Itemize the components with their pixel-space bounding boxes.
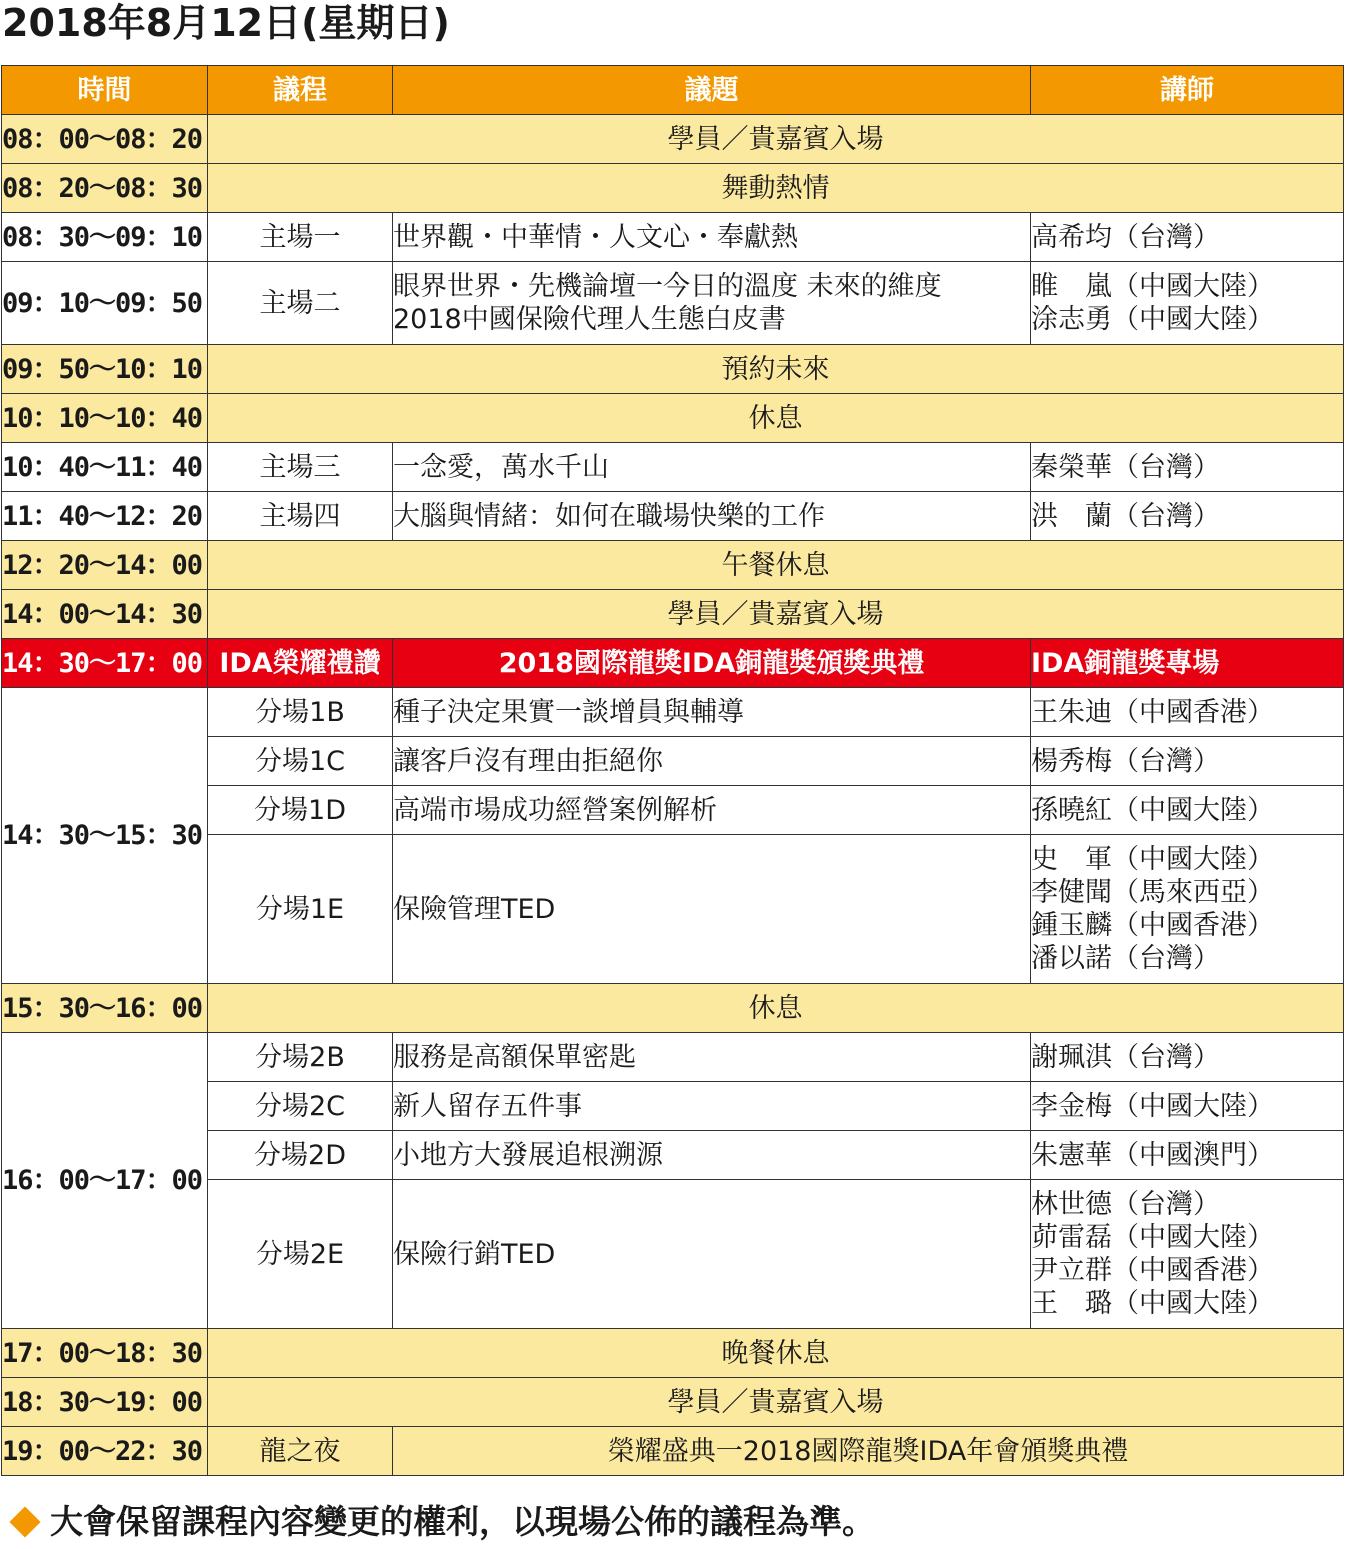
time-cell: 10：10～10：40 (2, 394, 208, 443)
speaker-cell: 王朱迪（中國香港） (1031, 688, 1344, 737)
table-row (2, 541, 1344, 590)
speaker-cell (1031, 835, 1344, 984)
session-cell: 主場二 (208, 262, 393, 345)
topic-cell: 保險管理TED (393, 835, 1031, 984)
speaker-cell (1031, 262, 1344, 345)
time-cell: 12：20～14：00 (2, 541, 208, 590)
speaker-cell: 朱憲華（中國澳門） (1031, 1131, 1344, 1180)
footnote (8, 1500, 875, 1544)
topic-cell: 保險行銷TED (393, 1180, 1031, 1329)
session-cell: 主場一 (208, 213, 393, 262)
speaker-line: 睢 嵐（中國大陸） (1031, 271, 1274, 302)
topic-cell: 世界觀・中華情・人文心・奉獻熱 (393, 213, 1031, 262)
time-cell: 09：10～09：50 (2, 262, 208, 345)
session-cell: 分場2B (208, 1033, 393, 1082)
topic-cell: 新人留存五件事 (393, 1082, 1031, 1131)
speaker-cell: 李金梅（中國大陸） (1031, 1082, 1344, 1131)
session-cell: 分場2D (208, 1131, 393, 1180)
header-time: 時間 (2, 66, 208, 115)
table-row (2, 590, 1344, 639)
table-row (2, 1378, 1344, 1427)
time-cell: 11：40～12：20 (2, 492, 208, 541)
header-speaker: 講師 (1031, 66, 1344, 115)
speaker-cell: IDA銅龍獎專場 (1031, 639, 1344, 688)
table-row (2, 984, 1344, 1033)
event-cell: 午餐休息 (208, 541, 1344, 590)
speaker-line: 林世德（台灣） (1031, 1189, 1220, 1220)
topic-cell: 2018國際龍獎IDA銅龍獎頒獎典禮 (393, 639, 1031, 688)
speaker-line: 李健聞（馬來西亞） (1031, 877, 1274, 908)
session-cell: IDA榮耀禮讚 (208, 639, 393, 688)
event-cell: 學員／貴嘉賓入場 (208, 590, 1344, 639)
table-row (2, 443, 1344, 492)
topic-cell: 讓客戶沒有理由拒絕你 (393, 737, 1031, 786)
speaker-line: 茆雷磊（中國大陸） (1031, 1222, 1274, 1253)
speaker-line: 王 璐（中國大陸） (1031, 1288, 1274, 1319)
session-cell: 主場四 (208, 492, 393, 541)
speaker-cell: 秦榮華（台灣） (1031, 443, 1344, 492)
speaker-line: 潘以諾（台灣） (1031, 943, 1220, 974)
topic-cell: 種子決定果實一談增員與輔導 (393, 688, 1031, 737)
time-cell: 18：30～19：00 (2, 1378, 208, 1427)
session-cell: 分場1B (208, 688, 393, 737)
diamond-bullet-icon (9, 1506, 40, 1537)
topic-line: 2018中國保險代理人生態白皮書 (393, 304, 786, 335)
speaker-cell: 謝珮淇（台灣） (1031, 1033, 1344, 1082)
table-row (2, 213, 1344, 262)
header-session: 議程 (208, 66, 393, 115)
event-cell: 榮耀盛典一2018國際龍獎IDA年會頒獎典禮 (393, 1427, 1344, 1476)
time-cell: 10：40～11：40 (2, 443, 208, 492)
event-cell: 休息 (208, 984, 1344, 1033)
table-header-row (2, 66, 1344, 115)
topic-cell (393, 262, 1031, 345)
speaker-line: 史 軍（中國大陸） (1031, 844, 1274, 875)
event-cell: 休息 (208, 394, 1344, 443)
table-row (2, 164, 1344, 213)
table-row (2, 345, 1344, 394)
event-cell: 學員／貴嘉賓入場 (208, 115, 1344, 164)
time-cell: 09：50～10：10 (2, 345, 208, 394)
table-row (2, 492, 1344, 541)
table-row (2, 115, 1344, 164)
time-cell: 14：00～14：30 (2, 590, 208, 639)
time-cell: 08：30～09：10 (2, 213, 208, 262)
event-cell: 預約未來 (208, 345, 1344, 394)
table-row (2, 688, 1344, 737)
table-row (2, 1329, 1344, 1378)
table-row (2, 394, 1344, 443)
session-cell: 分場1C (208, 737, 393, 786)
session-cell: 龍之夜 (208, 1427, 393, 1476)
table-row (2, 1033, 1344, 1082)
speaker-line: 尹立群（中國香港） (1031, 1255, 1274, 1286)
time-cell: 14：30～17：00 (2, 639, 208, 688)
table-row (2, 262, 1344, 345)
session-cell: 分場1E (208, 835, 393, 984)
time-cell: 08：00～08：20 (2, 115, 208, 164)
speaker-cell: 楊秀梅（台灣） (1031, 737, 1344, 786)
event-cell: 舞動熱情 (208, 164, 1344, 213)
page-title: 2018年8月12日(星期日) (2, 1, 450, 45)
session-cell: 分場2C (208, 1082, 393, 1131)
session-cell: 主場三 (208, 443, 393, 492)
time-cell: 17：00～18：30 (2, 1329, 208, 1378)
time-cell: 16：00～17：00 (2, 1033, 208, 1329)
speaker-cell (1031, 1180, 1344, 1329)
speaker-line: 涂志勇（中國大陸） (1031, 304, 1274, 335)
speaker-line: 鍾玉麟（中國香港） (1031, 910, 1274, 941)
highlight-row (2, 639, 1344, 688)
time-cell: 19：00～22：30 (2, 1427, 208, 1476)
speaker-cell: 高希均（台灣） (1031, 213, 1344, 262)
schedule-table (1, 65, 1344, 1476)
session-cell: 分場1D (208, 786, 393, 835)
event-cell: 晚餐休息 (208, 1329, 1344, 1378)
speaker-cell: 孫曉紅（中國大陸） (1031, 786, 1344, 835)
table-row (2, 1427, 1344, 1476)
topic-cell: 一念愛，萬水千山 (393, 443, 1031, 492)
header-topic: 議題 (393, 66, 1031, 115)
topic-cell: 高端市場成功經營案例解析 (393, 786, 1031, 835)
topic-cell: 服務是高額保單密匙 (393, 1033, 1031, 1082)
time-cell: 14：30～15：30 (2, 688, 208, 984)
topic-line: 眼界世界・先機論壇一今日的溫度 未來的維度 (393, 271, 942, 302)
session-cell: 分場2E (208, 1180, 393, 1329)
time-cell: 08：20～08：30 (2, 164, 208, 213)
topic-cell: 小地方大發展追根溯源 (393, 1131, 1031, 1180)
footnote-text: 大會保留課程內容變更的權利，以現場公佈的議程為準。 (50, 1502, 875, 1541)
topic-cell: 大腦與情緒：如何在職場快樂的工作 (393, 492, 1031, 541)
speaker-cell: 洪 蘭（台灣） (1031, 492, 1344, 541)
time-cell: 15：30～16：00 (2, 984, 208, 1033)
event-cell: 學員／貴嘉賓入場 (208, 1378, 1344, 1427)
